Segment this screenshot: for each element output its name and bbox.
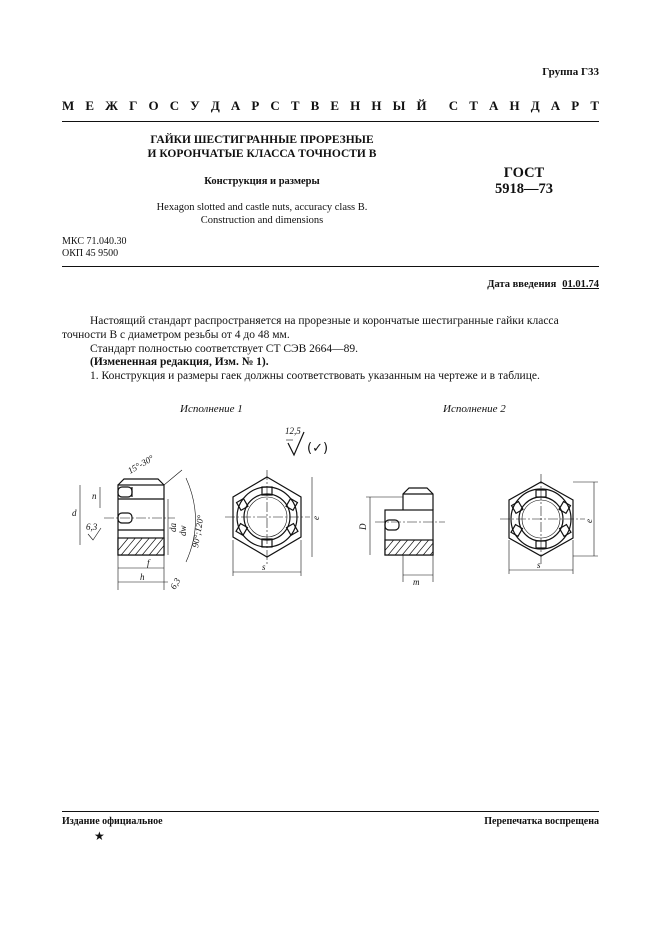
- banner-letter: Е: [330, 98, 340, 113]
- paragraph-scope: Настоящий стандарт распространяется на прорезные и корончатые шестигранные гайки класса точности В с диаметром резьбы от 4 до 48 мм.: [62, 315, 559, 341]
- paragraph-compliance: Стандарт полностью соответствует СТ СЭВ 2664—89.: [90, 343, 359, 355]
- roughness-63-bottom: 6,3: [168, 576, 183, 591]
- intro-date-value: 01.01.74: [562, 279, 599, 290]
- dim-n: n: [92, 491, 97, 501]
- banner-letter: Т: [469, 98, 478, 113]
- footer-official-edition: Издание официальное: [62, 816, 163, 827]
- roughness-symbol: [285, 426, 328, 456]
- footer-rule: [62, 811, 599, 812]
- banner-letter: Т: [290, 98, 300, 113]
- dim-e-v2: e: [584, 519, 594, 523]
- english-title-line-2: Construction and dimensions: [200, 215, 324, 226]
- banner-letter: Й: [416, 98, 427, 113]
- english-title-line-1: Hexagon slotted and castle nuts, accuracy class B.: [156, 202, 368, 213]
- caption-variant-1: Исполнение 1: [180, 403, 243, 415]
- banner-letter: Е: [85, 98, 95, 113]
- roughness-value: 12,5: [285, 426, 301, 436]
- dim-d: d: [72, 508, 77, 518]
- banner-letter: А: [230, 98, 241, 113]
- roughness-63-left: 6,3: [86, 522, 98, 532]
- banner-letter: О: [148, 98, 159, 113]
- banner-letter: Р: [251, 98, 260, 113]
- banner-letter: Н: [371, 98, 382, 113]
- dim-f: f: [147, 558, 150, 568]
- gost-code: 5918—73: [495, 181, 553, 197]
- banner-letter: Н: [509, 98, 520, 113]
- dim-s: s: [262, 562, 266, 572]
- dim-D: D: [358, 523, 368, 530]
- dim-angle-side: 90°;120°: [190, 514, 206, 549]
- variant1-side-view: [72, 453, 206, 591]
- banner-letter: С: [169, 98, 180, 113]
- banner-letter: А: [489, 98, 499, 113]
- title-line-2: И КОРОНЧАТЫЕ КЛАССА ТОЧНОСТИ В: [147, 148, 377, 160]
- caption-variant-2: Исполнение 2: [443, 403, 506, 415]
- footer-reprint-prohibited: Перепечатка воспрещена: [484, 816, 599, 827]
- banner-letter: С: [270, 98, 280, 113]
- dim-s-v2: s: [537, 560, 541, 570]
- dim-da: dа: [168, 523, 178, 532]
- banner-letter: М: [62, 98, 75, 113]
- dim-h: h: [140, 572, 145, 582]
- variant1-top-view: [225, 470, 321, 576]
- mks-code: МКС 71.040.30: [62, 236, 127, 247]
- roughness-extra: (✓): [307, 441, 329, 456]
- intro-date-label: Дата введения: [487, 279, 557, 290]
- title-line-1: ГАЙКИ ШЕСТИГРАННЫЕ ПРОРЕЗНЫЕ: [150, 134, 374, 146]
- paragraph-clause-1: 1. Конструкция и размеры гаек должны соответствовать указанным на чертеже и в таблице.: [90, 370, 540, 382]
- banner-letter: В: [310, 98, 320, 113]
- banner-letter: У: [190, 98, 200, 113]
- banner-letter: Г: [129, 98, 138, 113]
- okp-code: ОКП 45 9500: [62, 248, 119, 259]
- dim-e: e: [311, 516, 321, 520]
- dim-m: m: [413, 577, 420, 587]
- document-subtitle: Конструкция и размеры: [204, 176, 320, 187]
- variant2-side-view: [358, 488, 446, 587]
- group-code: Группа Г33: [542, 66, 599, 78]
- banner-letter: Д: [210, 98, 220, 113]
- banner-letter: Д: [530, 98, 540, 113]
- paragraph-amendment: (Измененная редакция, Изм. № 1).: [90, 356, 269, 368]
- banner-letter: Ж: [105, 98, 118, 113]
- banner-letter: Ы: [392, 98, 406, 113]
- dim-dw: dw: [178, 525, 188, 536]
- variant2-top-view: [500, 474, 598, 574]
- banner-letter: Н: [350, 98, 361, 113]
- dim-angle-top: 15°-30°: [126, 452, 156, 476]
- gost-label: ГОСТ: [503, 165, 545, 181]
- banner-letter: С: [448, 98, 459, 113]
- banner-letter: А: [550, 98, 561, 113]
- banner-letter: Т: [590, 98, 599, 113]
- star-icon: ★: [94, 829, 105, 843]
- banner-letter: Р: [571, 98, 580, 113]
